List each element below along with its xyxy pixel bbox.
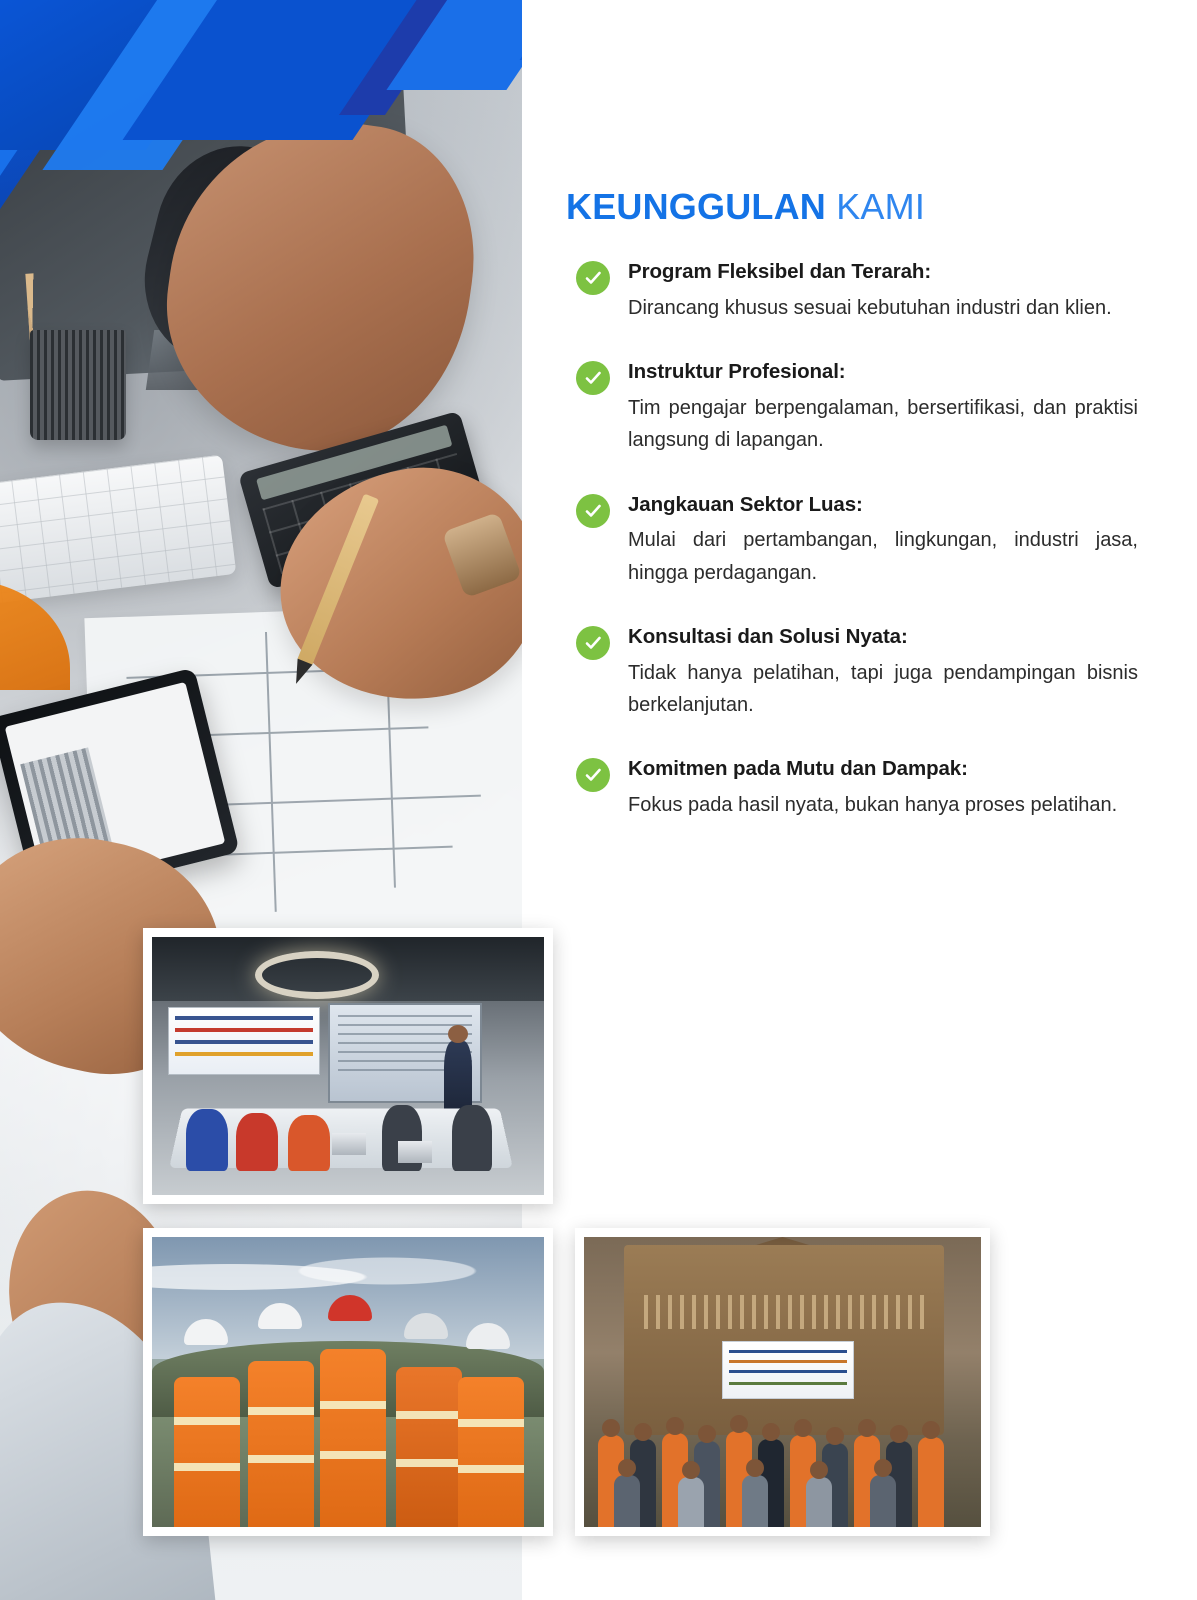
advantage-description: Mulai dari pertambangan, lingkungan, industri jasa, hingga perdagangan.	[628, 529, 1138, 584]
photo-card-meeting	[143, 928, 553, 1204]
training-meeting-room-photo	[152, 937, 544, 1195]
participant-shape	[918, 1437, 944, 1527]
seated-participant-shape	[870, 1475, 896, 1527]
seated-participant-shape	[614, 1475, 640, 1527]
check-circle-icon	[576, 626, 610, 660]
event-banner-shape	[168, 1007, 320, 1075]
check-circle-icon	[576, 494, 610, 528]
group-participants-wooden-house-photo	[584, 1237, 981, 1527]
page-title-bold: KEUNGGULAN	[566, 186, 826, 227]
event-banner-shape	[722, 1341, 854, 1399]
group-photo-scene	[584, 1237, 981, 1527]
seated-participant-shape	[678, 1477, 704, 1527]
participant-shape	[288, 1115, 330, 1171]
advantage-title: Program Fleksibel dan Terarah:	[628, 260, 932, 283]
photo-card-group	[575, 1228, 990, 1536]
balcony-rail-shape	[644, 1295, 924, 1329]
participant-shape	[186, 1109, 228, 1171]
worker-vest-shape	[320, 1349, 386, 1527]
check-circle-icon	[576, 361, 610, 395]
worker-vest-shape	[396, 1367, 462, 1527]
advantage-description: Dirancang khusus sesuai kebutuhan industri dan klien.	[628, 296, 1112, 319]
participants-row	[584, 1407, 981, 1527]
advantage-title: Konsultasi dan Solusi Nyata:	[628, 624, 908, 648]
advantages-list	[566, 258, 1166, 855]
laptop-shape	[332, 1133, 366, 1155]
advantage-description: Tidak hanya pelatihan, tapi juga pendampingan bisnis berkelanjutan.	[628, 661, 1138, 717]
check-circle-icon	[576, 261, 610, 295]
list-item	[566, 258, 1166, 324]
keyboard-shape	[0, 455, 236, 606]
worker-vest-shape	[174, 1377, 240, 1527]
participant-shape	[236, 1113, 278, 1171]
page-title-light: KAMI	[836, 186, 926, 227]
list-item	[566, 358, 1166, 456]
list-item	[566, 491, 1166, 589]
field-site-scene	[152, 1237, 544, 1527]
photo-card-field	[143, 1228, 553, 1536]
ceiling-light-shape	[255, 951, 379, 999]
chair-shape	[452, 1105, 492, 1171]
advantage-title: Jangkauan Sektor Luas:	[628, 492, 863, 516]
meeting-room-scene	[152, 937, 544, 1195]
advantage-description: Tim pengajar berpengalaman, bersertifikasi, dan praktisi langsung di lapangan.	[628, 396, 1138, 452]
keyboard-keys-shape	[0, 455, 236, 606]
list-item	[566, 755, 1166, 821]
worker-vest-shape	[248, 1361, 314, 1527]
page-title	[566, 186, 925, 228]
pencil-cup-shape	[30, 330, 126, 440]
field-workers-safety-vest-photo	[152, 1237, 544, 1527]
seated-participant-shape	[806, 1477, 832, 1527]
worker-vest-shape	[458, 1377, 524, 1527]
advantage-description: Fokus pada hasil nyata, bukan hanya proses pelatihan.	[628, 794, 1118, 817]
advantage-title: Instruktur Profesional:	[628, 360, 846, 384]
seated-participant-shape	[742, 1475, 768, 1527]
advantage-title: Komitmen pada Mutu dan Dampak:	[628, 757, 968, 781]
check-circle-icon	[576, 758, 610, 792]
laptop-shape	[398, 1141, 432, 1163]
list-item	[566, 623, 1166, 721]
